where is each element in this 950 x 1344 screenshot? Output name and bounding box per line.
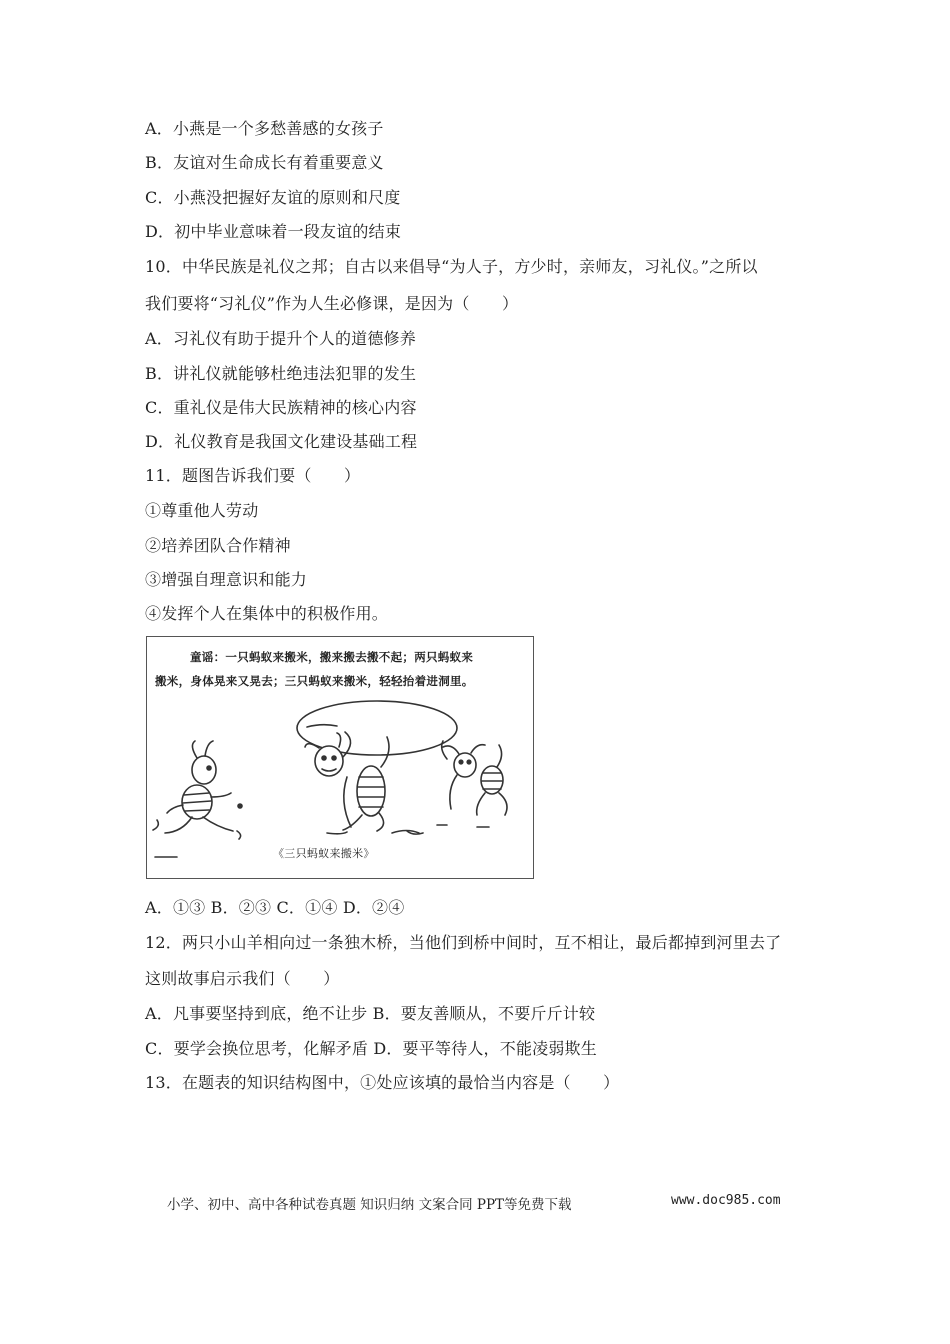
figure-rhyme-line1: 童谣：一只蚂蚁来搬米，搬来搬去搬不起；两只蚂蚁来 — [190, 650, 474, 664]
figure-caption: 《三只蚂蚁来搬米》 — [273, 847, 375, 860]
q11-options: A．①③ B．②③ C．①④ D．②④ — [145, 898, 405, 917]
q11-item-3: ③增强自理意识和能力 — [145, 570, 308, 589]
footer-url[interactable]: www.doc985.com — [671, 1193, 781, 1208]
q12-options-line2: C．要学会换位思考，化解矛盾 D．要平等待人，不能凌弱欺生 — [145, 1039, 597, 1058]
q10-option-d: D．礼仪教育是我国文化建设基础工程 — [145, 432, 418, 451]
figure-rhyme-line2: 搬米，身体晃来又晃去；三只蚂蚁来搬米，轻轻抬着进洞里。 — [155, 674, 474, 688]
q10-option-c: C．重礼仪是伟大民族精神的核心内容 — [145, 398, 417, 417]
ants-carrying-rice-illustration — [147, 637, 534, 879]
q9-option-a: A．小燕是一个多愁善感的女孩子 — [145, 119, 384, 138]
q13-stem: 13．在题表的知识结构图中，①处应该填的最恰当内容是（ ） — [145, 1073, 620, 1092]
q9-option-d: D．初中毕业意味着一段友谊的结束 — [145, 222, 402, 241]
footer-text: 小学、初中、高中各种试卷真题 知识归纳 文案合同 PPT等免费下载 — [167, 1197, 572, 1213]
q11-item-1: ①尊重他人劳动 — [145, 501, 259, 520]
q9-option-b: B．友谊对生命成长有着重要意义 — [145, 153, 384, 172]
q12-stem-line2: 这则故事启示我们（ ） — [145, 969, 340, 988]
q11-item-4: ④发挥个人在集体中的积极作用。 — [145, 604, 389, 623]
q10-option-a: A．习礼仪有助于提升个人的道德修养 — [145, 329, 416, 348]
q11-item-2: ②培养团队合作精神 — [145, 536, 291, 555]
q12-stem-line1: 12．两只小山羊相向过一条独木桥，当他们到桥中间时，互不相让，最后都掉到河里去了 — [145, 933, 782, 952]
q11-stem: 11．题图告诉我们要（ ） — [145, 466, 361, 485]
q12-options-line1: A．凡事要坚持到底，绝不让步 B．要友善顺从，不要斤斤计较 — [145, 1004, 596, 1023]
q10-option-b: B．讲礼仪就能够杜绝违法犯罪的发生 — [145, 364, 417, 383]
q9-option-c: C．小燕没把握好友谊的原则和尺度 — [145, 188, 401, 207]
q11-cartoon-figure — [146, 636, 534, 879]
q10-stem-line1: 10．中华民族是礼仪之邦；自古以来倡导“为人子，方少时，亲师友，习礼仪。”之所以 — [145, 257, 758, 276]
q10-stem-line2: 我们要将“习礼仪”作为人生必修课，是因为（ ） — [145, 294, 519, 313]
